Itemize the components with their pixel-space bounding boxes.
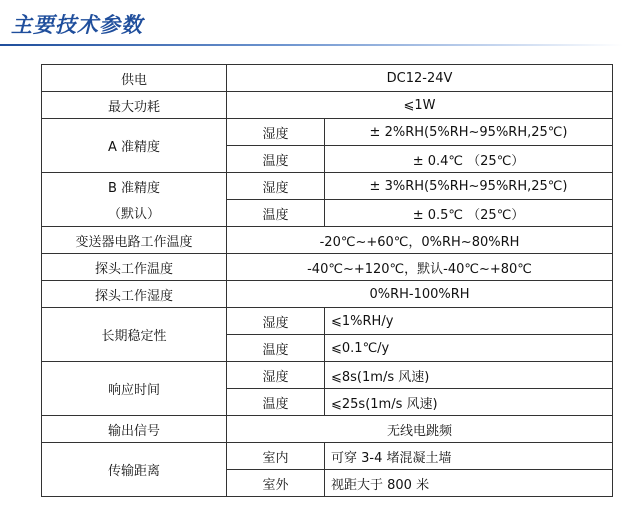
param-label: 传输距离 bbox=[42, 443, 227, 497]
param-value: 无线电跳频 bbox=[227, 416, 613, 443]
sub-label: 湿度 bbox=[227, 362, 325, 389]
sub-label: 温度 bbox=[227, 146, 325, 173]
table-row bbox=[42, 227, 613, 254]
table-row bbox=[42, 308, 613, 335]
table-row bbox=[42, 281, 613, 308]
param-label: 最大功耗 bbox=[42, 92, 227, 119]
spec-table bbox=[41, 64, 613, 497]
param-label: B 准精度 bbox=[42, 173, 227, 200]
section-header bbox=[0, 0, 623, 46]
sub-label: 湿度 bbox=[227, 173, 325, 200]
param-value: 0%RH-100%RH bbox=[227, 281, 613, 308]
sub-label: 温度 bbox=[227, 389, 325, 416]
sub-label: 温度 bbox=[227, 335, 325, 362]
table-row bbox=[42, 119, 613, 146]
sub-label: 室内 bbox=[227, 443, 325, 470]
table-row bbox=[42, 92, 613, 119]
sub-label: 室外 bbox=[227, 470, 325, 497]
section-title: 主要技术参数 bbox=[11, 13, 143, 37]
param-value: ⩽0.1℃/y bbox=[325, 335, 613, 362]
table-row bbox=[42, 443, 613, 470]
param-value: ⩽1%RH/y bbox=[325, 308, 613, 335]
param-value: DC12-24V bbox=[227, 65, 613, 92]
sub-label: 温度 bbox=[227, 200, 325, 227]
param-value: ⩽1W bbox=[227, 92, 613, 119]
param-value: ± 0.4℃ （25℃） bbox=[325, 146, 613, 173]
table-row bbox=[42, 362, 613, 389]
sub-label: 湿度 bbox=[227, 308, 325, 335]
table-row bbox=[42, 65, 613, 92]
param-value: -40℃~+120℃，默认-40℃~+80℃ bbox=[227, 254, 613, 281]
param-value: ± 0.5℃ （25℃） bbox=[325, 200, 613, 227]
param-label: 输出信号 bbox=[42, 416, 227, 443]
param-value: 可穿 3-4 堵混凝土墙 bbox=[325, 443, 613, 470]
param-value: ⩽8s(1m/s 风速) bbox=[325, 362, 613, 389]
param-value: ⩽25s(1m/s 风速) bbox=[325, 389, 613, 416]
table-row bbox=[42, 200, 613, 227]
param-value: 视距大于 800 米 bbox=[325, 470, 613, 497]
table-row bbox=[42, 416, 613, 443]
sub-label: 湿度 bbox=[227, 119, 325, 146]
table-row bbox=[42, 173, 613, 200]
param-label: 探头工作温度 bbox=[42, 254, 227, 281]
param-label: A 准精度 bbox=[42, 119, 227, 173]
param-label: 响应时间 bbox=[42, 362, 227, 416]
param-label-note: （默认） bbox=[42, 200, 227, 227]
param-label: 供电 bbox=[42, 65, 227, 92]
title-underline bbox=[0, 44, 623, 46]
table-row bbox=[42, 254, 613, 281]
param-label: 探头工作湿度 bbox=[42, 281, 227, 308]
param-label: 长期稳定性 bbox=[42, 308, 227, 362]
param-label: 变送器电路工作温度 bbox=[42, 227, 227, 254]
param-value: ± 3%RH(5%RH~95%RH,25℃) bbox=[325, 173, 613, 200]
param-value: ± 2%RH(5%RH~95%RH,25℃) bbox=[325, 119, 613, 146]
param-value: -20℃~+60℃，0%RH~80%RH bbox=[227, 227, 613, 254]
